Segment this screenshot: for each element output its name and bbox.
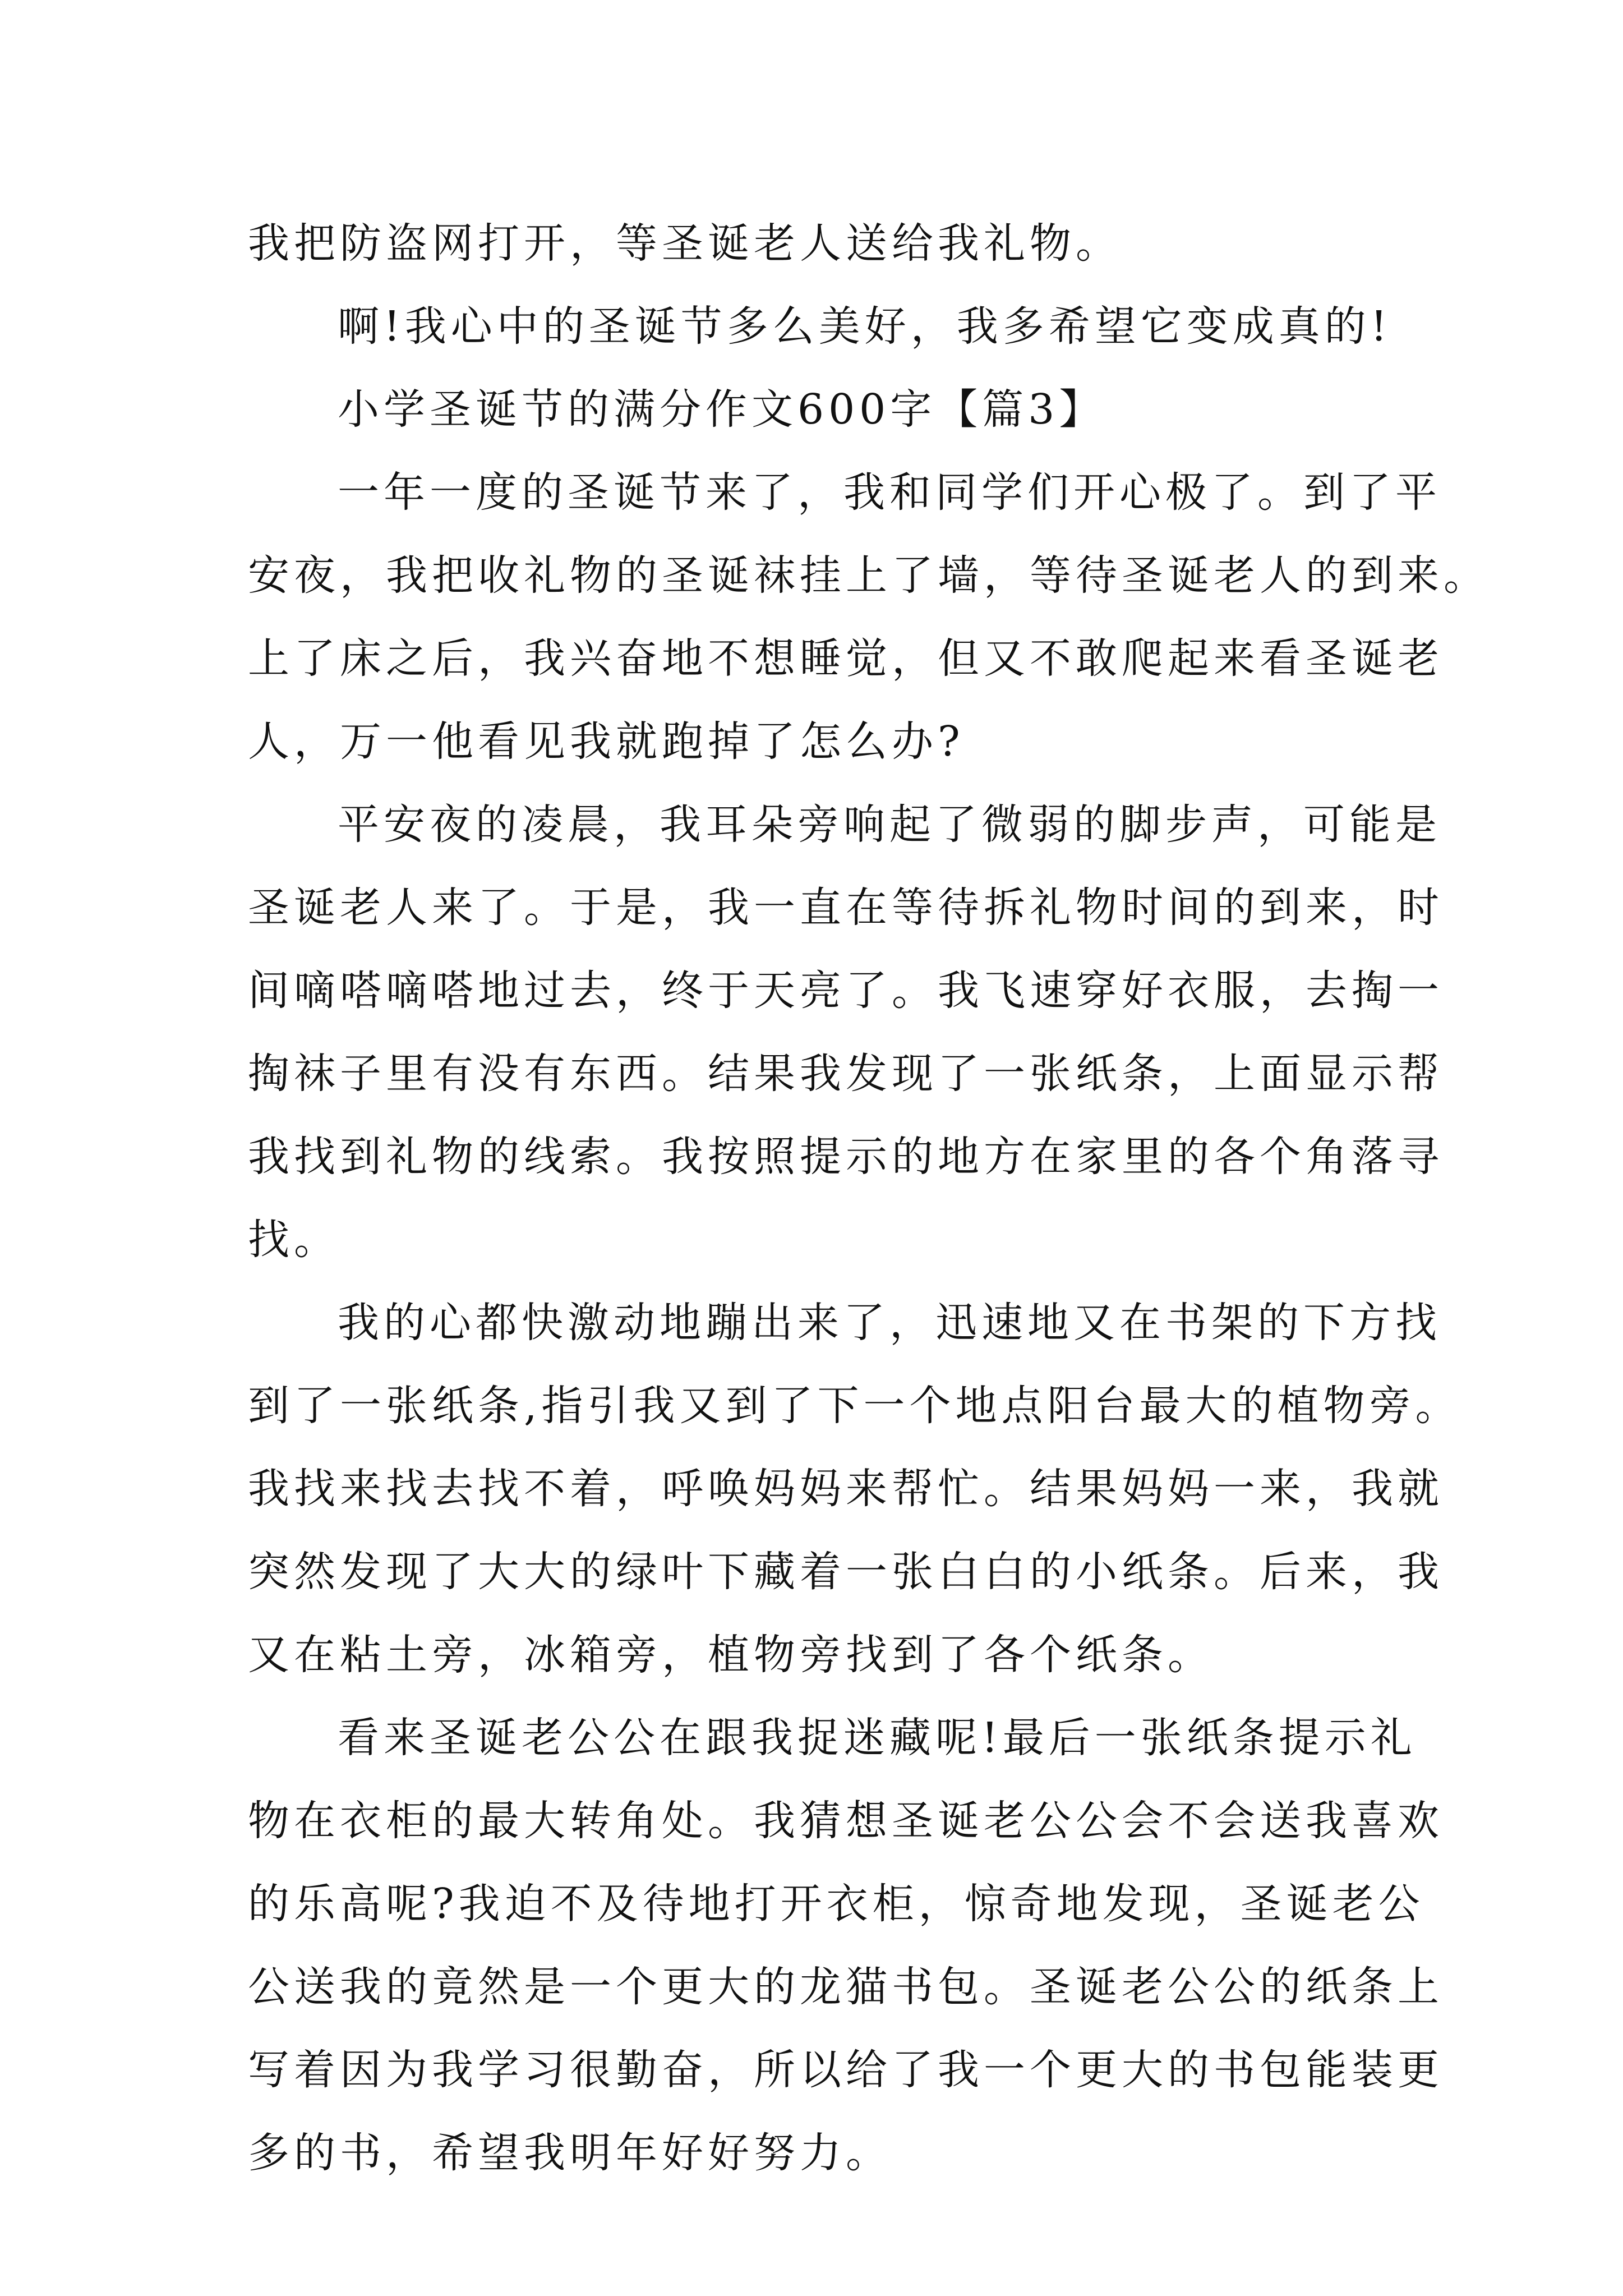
text-line: 安夜，我把收礼物的圣诞袜挂上了墙，等待圣诞老人的到来。	[248, 551, 1490, 600]
text-line: 啊!我心中的圣诞节多么美好，我多希望它变成真的!	[338, 302, 1392, 351]
text-line: 找。	[248, 1216, 340, 1264]
text-line: 写着因为我学习很勤奋，所以给了我一个更大的书包能装更	[248, 2046, 1444, 2094]
text-line: 我找来找去找不着，呼唤妈妈来帮忙。结果妈妈一来，我就	[248, 1465, 1444, 1513]
text-line: 平安夜的凌晨，我耳朵旁响起了微弱的脚步声，可能是	[338, 800, 1441, 849]
text-line: 公送我的竟然是一个更大的龙猫书包。圣诞老公公的纸条上	[248, 1963, 1444, 2011]
text-line: 人，万一他看见我就跑掉了怎么办?	[248, 717, 965, 766]
text-line: 我找到礼物的线索。我按照提示的地方在家里的各个角落寻	[248, 1133, 1444, 1181]
text-line: 掏袜子里有没有东西。结果我发现了一张纸条，上面显示帮	[248, 1050, 1444, 1098]
text-line: 一年一度的圣诞节来了，我和同学们开心极了。到了平	[338, 468, 1441, 517]
text-line: 我把防盗网打开，等圣诞老人送给我礼物。	[248, 219, 1122, 268]
text-line: 的乐高呢?我迫不及待地打开衣柜，惊奇地发现，圣诞老公	[248, 1880, 1424, 1928]
text-line: 圣诞老人来了。于是，我一直在等待拆礼物时间的到来，时	[248, 884, 1444, 932]
text-line: 到了一张纸条,指引我又到了下一个地点阳台最大的植物旁。	[248, 1382, 1461, 1430]
section-heading: 小学圣诞节的满分作文600字【篇3】	[338, 385, 1105, 434]
text-line: 上了床之后，我兴奋地不想睡觉，但又不敢爬起来看圣诞老	[248, 634, 1444, 683]
text-line: 又在粘土旁，冰箱旁，植物旁找到了各个纸条。	[248, 1631, 1214, 1679]
text-line: 突然发现了大大的绿叶下藏着一张白白的小纸条。后来，我	[248, 1548, 1444, 1596]
text-line: 我的心都快激动地蹦出来了，迅速地又在书架的下方找	[338, 1299, 1441, 1347]
text-line: 多的书，希望我明年好好努力。	[248, 2129, 892, 2177]
document-body	[248, 202, 1490, 2194]
text-line: 物在衣柜的最大转角处。我猜想圣诞老公公会不会送我喜欢	[248, 1797, 1444, 1845]
text-line: 看来圣诞老公公在跟我捉迷藏呢!最后一张纸条提示礼	[338, 1714, 1417, 1762]
text-line: 间嘀嗒嘀嗒地过去，终于天亮了。我飞速穿好衣服，去掏一	[248, 967, 1444, 1015]
